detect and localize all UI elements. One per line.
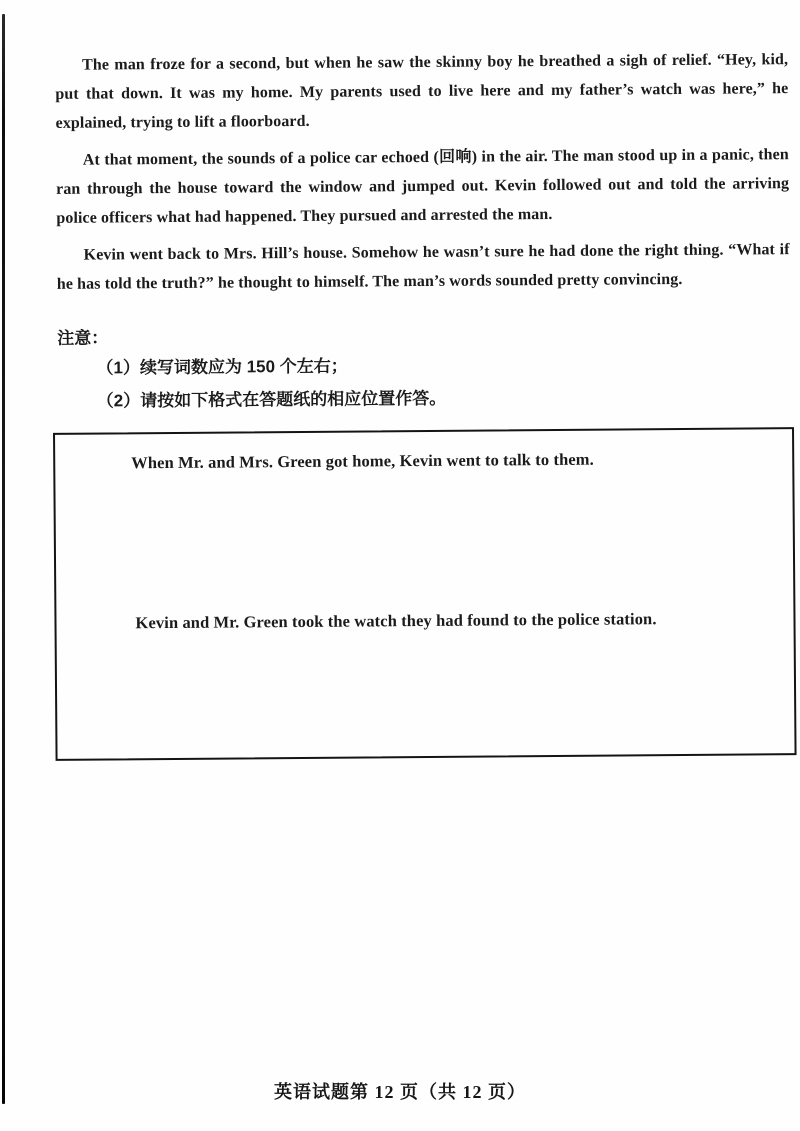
reading-passage (55, 45, 790, 299)
scan-edge-artifact (2, 14, 5, 1104)
note-item-word-count: （1）续写词数应为 150 个左右； (96, 356, 348, 378)
passage-paragraph-2: At that moment, the sounds of a police car echoed (回响) in the air. The man stood up in a panic, then ran through the house toward the window and jumped out. Kevin followed out and told the arriving police officers what had happened. They pursued and arrested the man. (56, 146, 790, 227)
continuation-opening-sentence-1: When Mr. and Mrs. Green got home, Kevin went to talk to them. (131, 449, 594, 473)
answer-format-box (53, 427, 797, 761)
passage-paragraph-3: Kevin went back to Mrs. Hill’s house. Somehow he wasn’t sure he had done the right thing. “What if he has told the truth?” he thought to himself. The man’s words sounded pretty convincing. (56, 241, 790, 293)
page-footer: 英语试题第 12 页（共 12 页） (274, 1082, 526, 1102)
page-content (55, 45, 794, 761)
passage-paragraph-1: The man froze for a second, but when he saw the skinny boy he breathed a sigh of relief. “Hey, kid, put that down. It was my home. My parents used to live here and my father’s watch was here,” he explained, trying to lift a floorboard. (55, 51, 789, 132)
note-item-answer-format: （2）请按如下格式在答题纸的相应位置作答。 (96, 388, 447, 411)
notes-section (57, 320, 791, 418)
notes-label: 注意： (57, 328, 109, 348)
continuation-opening-sentence-2: Kevin and Mr. Green took the watch they had found to the police station. (135, 609, 657, 633)
